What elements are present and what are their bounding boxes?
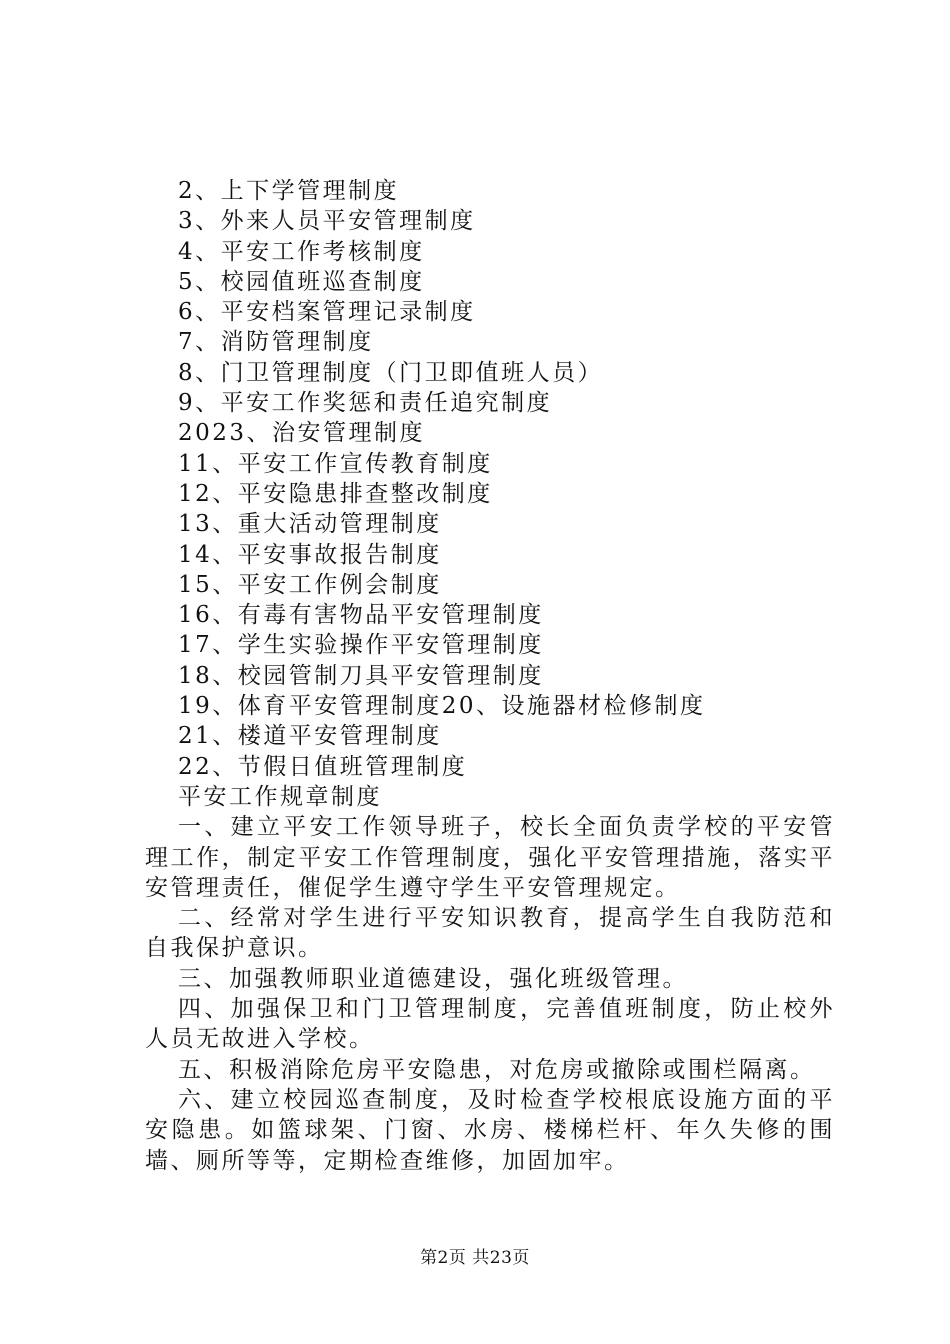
list-item: 21、楼道平安管理制度 xyxy=(178,723,442,750)
list-item: 18、校园管制刀具平安管理制度 xyxy=(178,662,544,689)
list-item: 19、体育平安管理制度20、设施器材检修制度 xyxy=(178,693,706,720)
list-item: 12、平安隐患排查整改制度 xyxy=(178,480,493,507)
paragraph: 五、积极消除危房平安隐患，对危房或撤除或围栏隔离。 xyxy=(178,1056,816,1083)
list-item: 15、平安工作例会制度 xyxy=(178,571,442,598)
paragraph: 四、加强保卫和门卫管理制度，完善值班制度，防止校外人员无故进入学校。 xyxy=(145,996,835,1053)
list-item: 2、上下学管理制度 xyxy=(178,178,400,204)
list-item: 14、平安事故报告制度 xyxy=(178,541,442,568)
list-item: 13、重大活动管理制度 xyxy=(178,511,442,538)
list-item: 16、有毒有害物品平安管理制度 xyxy=(178,602,544,629)
section-title: 平安工作规章制度 xyxy=(178,783,382,810)
list-item: 7、消防管理制度 xyxy=(178,329,374,356)
list-item: 11、平安工作宣传教育制度 xyxy=(178,450,493,477)
paragraph: 一、建立平安工作领导班子，校长全面负责学校的平安管理工作，制定平安工作管理制度，强化平安管理措施，落实平安管理责任，催促学生遵守学生平安管理规定。 xyxy=(145,814,835,901)
list-item: 8、门卫管理制度（门卫即值班人员） xyxy=(178,359,604,386)
list-item: 2023、治安管理制度 xyxy=(178,420,426,447)
document-body xyxy=(145,176,835,1176)
regulation-list xyxy=(145,176,835,782)
paragraph: 三、加强教师职业道德建设，强化班级管理。 xyxy=(178,965,688,992)
page-footer: 第2页 共23页 xyxy=(420,1248,530,1268)
list-item: 17、学生实验操作平安管理制度 xyxy=(178,632,544,659)
paragraph: 六、建立校园巡查制度，及时检查学校根底设施方面的平安隐患。如篮球架、门窗、水房、楼梯栏杆、年久失修的围墙、厕所等等，定期检查维修，加固加牢。 xyxy=(145,1086,835,1174)
list-item: 3、外来人员平安管理制度 xyxy=(178,208,476,235)
list-item: 6、平安档案管理记录制度 xyxy=(178,299,476,326)
list-item: 22、节假日值班管理制度 xyxy=(178,753,468,780)
list-item: 9、平安工作奖惩和责任追究制度 xyxy=(178,390,553,417)
paragraph: 二、经常对学生进行平安知识教育，提高学生自我防范和自我保护意识。 xyxy=(145,905,835,962)
list-item: 4、平安工作考核制度 xyxy=(178,238,425,265)
list-item: 5、校园值班巡查制度 xyxy=(178,268,425,295)
